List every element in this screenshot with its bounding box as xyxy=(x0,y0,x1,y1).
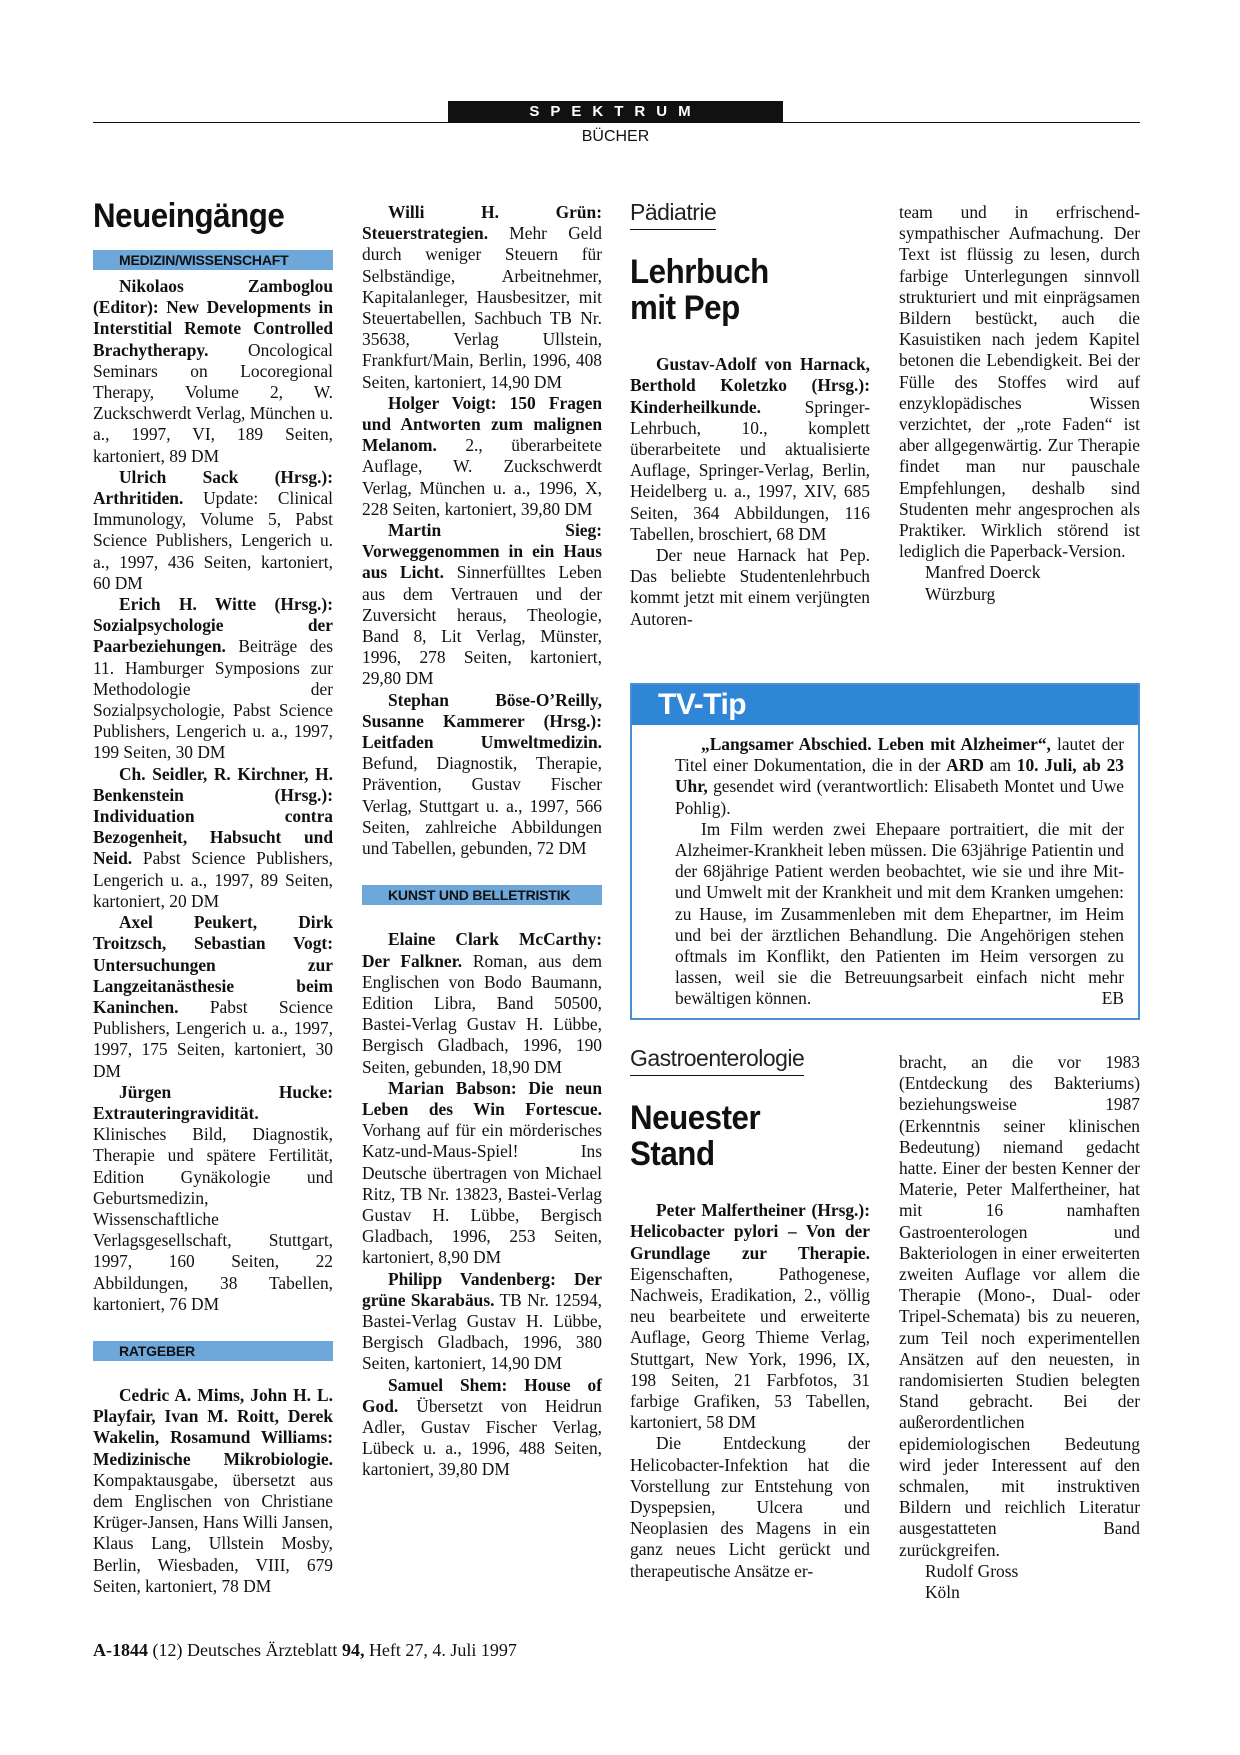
section-subtitle: BÜCHER xyxy=(581,128,650,145)
header-rule xyxy=(93,122,1140,123)
article-body: team und in erfrischend-sympathischer Aufmachung. Der Text ist flüssig zu lesen, durch farbige Unterlegungen sinnvoll strukturiert und mit einprägsamen Bildern bestückt, auch die Kasuistiken nach jedem Kapitel betonen die Lebendigkeit. Bei der Fülle des Stoffes wird auf enzyklopädisches Wissen verzichtet, der „rote Faden“ ist aber allgegenwärtig. Zur Therapie findet man nur pauschale Empfehlungen, deshalb sind Studenten mehr angesprochen als Praktiker. Wirklich störend ist lediglich die Paperback-Version. xyxy=(899,202,1140,562)
page-title: Neueingänge xyxy=(93,197,285,235)
article-title xyxy=(630,1100,851,1172)
page-number: A-1844 xyxy=(93,1640,148,1660)
volume-number: 94, xyxy=(341,1640,365,1660)
book-entry: Ulrich Sack (Hrsg.): Arthritiden. Update: Clinical Immunology, Volume 5, Pabst Science Publishers, Lengerich u. a., 1997, 436 Seiten, kartoniert, 60 DM xyxy=(93,466,333,593)
article-body: Die Entdeckung der Helicobacter-Infektion hat die Vorstellung zur Entstehung von Dyspepsien, Ulcera und Neoplasien des Magens in ein ganz neues Licht gerückt und therapeutische Ansätze er- xyxy=(630,1433,870,1581)
category-kunst: KUNST UND BELLETRISTIK xyxy=(362,885,602,905)
tv-tip-title: TV-Tip xyxy=(632,685,1138,725)
category-ratgeber: RATGEBER xyxy=(93,1341,333,1361)
article-body: Der neue Harnack hat Pep. Das beliebte Studentenlehrbuch kommt jetzt mit einem verjüngten Autoren- xyxy=(630,545,870,629)
column-neueingaenge-2 xyxy=(362,202,602,1481)
book-entry: Samuel Shem: House of God. Übersetzt von Heidrun Adler, Gustav Fischer Verlag, Lübeck u. a., 1996, 488 Seiten, kartoniert, 39,80 DM xyxy=(362,1374,602,1480)
book-entry: Axel Peukert, Dirk Troitzsch, Sebastian Vogt: Untersuchungen zur Langzeitanästhesie beim Kaninchen. Pabst Science Publishers, Lengerich u. a., 1997, 1997, 175 Seiten, kartoniert, 30 DM xyxy=(93,912,333,1081)
book-entry: Holger Voigt: 150 Fragen und Antworten zum malignen Melanom. 2., überarbeitete Auflage, W. Zuckschwerdt Verlag, München u. a., 1996, X, 228 Seiten, kartoniert, 39,80 DM xyxy=(362,392,602,519)
page-footer: A-1844 (12) Deutsches Ärzteblatt 94, Heft 27, 4. Juli 1997 xyxy=(93,1640,517,1660)
tv-tip-text xyxy=(632,725,1138,1010)
book-entry: Martin Sieg: Vorweggenommen in ein Haus aus Licht. Sinnerfülltes Leben aus dem Vertrauen und der Zuversicht heraus, Theologie, Band 8, Lit Verlag, Münster, 1996, 278 Seiten, kartoniert, 29,80 DM xyxy=(362,520,602,689)
article-body: bracht, an die vor 1983 (Entdeckung des Bakteriums) beziehungsweise 1987 (Erkenntnis seiner klinischen Bedeutung) niemand gedacht hatte. Einer der besten Kenner der Materie, Peter Malfertheiner, hat mit 16 namhaften Gastroenterologen und Bakteriologen in einer erweiterten zweiten Auflage vor allem die Therapie (Mono-, Dual- oder Tripel-Schemata) bis zu neueren, zum Teil noch experimentellen Ansätzen auf den neuesten, in randomisierten Studien belegten Stand gebracht. Bei der außerordentlichen epidemiologischen Bedeutung wird jeder Interessent auf den schmalen, mit instruktiven Bildern und reichlich Literatur ausgestatteten Band zurückgreifen. xyxy=(899,1052,1140,1560)
article-paediatrie xyxy=(630,199,870,630)
article-author: Rudolf Gross xyxy=(925,1560,1019,1581)
article-city: Köln xyxy=(925,1582,960,1603)
book-entry: Willi H. Grün: Steuerstrategien. Mehr Geld durch weniger Steuern für Selbständige, Arbeitnehmer, Kapitalanleger, Hausbesitzer, mit Steuertabellen, Sachbuch TB Nr. 35638, Verlag Ullstein, Frankfurt/Main, Berlin, 1996, 408 Seiten, kartoniert, 14,90 DM xyxy=(362,202,602,392)
tv-tip-box xyxy=(630,683,1140,1020)
category-medizin: MEDIZIN/WISSENSCHAFT xyxy=(93,250,333,270)
article-title-line: mit Pep xyxy=(630,289,740,328)
book-entry: Erich H. Witte (Hrsg.): Sozialpsychologie der Paarbeziehungen. Beiträge des 11. Hamburger Symposions zur Methodologie der Sozialpsychologie, Pabst Science Publishers, Lengerich u. a., 1997, 199 Seiten, 30 DM xyxy=(93,594,333,763)
book-reference: Gustav-Adolf von Harnack, Berthold Koletzko (Hrsg.): Kinderheilkunde. Springer-Lehrbuch, 10., komplett überarbeitete und aktualisierte Auflage, Springer-Verlag, Berlin, Heidelberg u. a., 1997, XIV, 685 Seiten, 364 Abbildungen, 116 Tabellen, broschiert, 68 DM xyxy=(630,354,870,544)
article-city: Würzburg xyxy=(925,583,996,604)
book-entry: Nikolaos Zamboglou (Editor): New Developments in Interstitial Remote Controlled Brachytherapy. Oncological Seminars on Locoregional Therapy, Volume 2, W. Zuckschwerdt Verlag, München u. a., 1997, VI, 189 Seiten, kartoniert, 89 DM xyxy=(93,276,333,466)
article-title-line: Lehrbuch xyxy=(630,253,769,292)
entry-list xyxy=(93,276,333,1315)
tv-tip-signature: EB xyxy=(1101,988,1124,1009)
article-gastro-cont xyxy=(899,1052,1140,1603)
article-title-line: Neuester xyxy=(630,1099,761,1138)
tv-tip-paragraph: „Langsamer Abschied. Leben mit Alzheimer“, lautet der Titel einer Dokumentation, die in der ARD am 10. Juli, ab 23 Uhr, gesendet wird (verantwortlich: Elisabeth Montet und Uwe Pohlig). xyxy=(675,734,1124,818)
tv-tip-paragraph: Im Film werden zwei Ehepaare portraitiert, die mit der Alzheimer-Krankheit leben müssen. Die 63jährige Patientin und der 68jährige Patient werden beobachtet, wie sie und ihre Mit- und Umwelt mit der Krankheit und mit dem Kranken umgehen: zu Hause, im Zusammenleben mit dem Ehepartner, im Heim und bei der ärztlichen Behandlung. Die Angehörigen stehen oftmals im Konflikt, den Patienten im Heim versorgen zu lassen, weil sie die Betreuungsarbeit einfach nicht mehr bewältigen können. EB xyxy=(675,818,1124,1009)
book-entry: Stephan Böse-O’Reilly, Susanne Kammerer (Hrsg.): Leitfaden Umweltmedizin. Befund, Diagnostik, Therapie, Prävention, Gustav Fischer Verlag, Stuttgart u. a., 1997, 566 Seiten, zahlreiche Abbildungen und Tabellen, gebunden, 72 DM xyxy=(362,689,602,859)
article-kicker: Gastroenterologie xyxy=(630,1048,804,1076)
book-entry: Jürgen Hucke: Extrauteringravidität. Klinisches Bild, Diagnostik, Therapie und spätere Fertilität, Edition Gynäkologie und Geburtsmedizin, Wissenschaftliche Verlagsgesellschaft, Stuttgart, 1997, 160 Seiten, 22 Abbildungen, 38 Tabellen, kartoniert, 76 DM xyxy=(93,1081,333,1314)
article-paediatrie-cont xyxy=(899,202,1140,605)
column-neueingaenge xyxy=(93,198,333,1597)
book-entry: Philipp Vandenberg: Der grüne Skarabäus. TB Nr. 12594, Bastei-Verlag Gustav H. Lübbe, Bergisch Gladbach, 1996, 380 Seiten, kartoniert, 14,90 DM xyxy=(362,1268,603,1374)
book-entry: Elaine Clark McCarthy: Der Falkner. Roman, aus dem Englischen von Bodo Baumann, Edition Libra, Band 50500, Bastei-Verlag Gustav H. Lübbe, Bergisch Gladbach, 1996, 190 Seiten, gebunden, 18,90 DM xyxy=(362,929,603,1077)
article-gastro xyxy=(630,1045,870,1582)
article-kicker: Pädiatrie xyxy=(630,202,716,230)
book-reference: Peter Malfertheiner (Hrsg.): Helicobacter pylori – Von der Grundlage zur Therapie. Eigenschaften, Pathogenese, Nachweis, Eradikation, 2., völlig neu bearbeitete und erweiterte Auflage, Georg Thieme Verlag, Stuttgart, New York, 1996, IX, 198 Seiten, 21 Farbfotos, 31 farbige Grafiken, 53 Tabellen, kartoniert, 58 DM xyxy=(630,1200,870,1433)
article-title-line: Stand xyxy=(630,1135,715,1174)
book-entry: Marian Babson: Die neun Leben des Win Fortescue. Vorhang auf für ein mörderisches Katz-und-Maus-Spiel! Ins Deutsche übertragen von Michael Ritz, TB Nr. 13823, Bastei-Verlag Gustav H. Lübbe, Bergisch Gladbach, 1996, 253 Seiten, kartoniert, 8,90 DM xyxy=(362,1077,602,1268)
article-author: Manfred Doerck xyxy=(925,562,1041,583)
book-entry: Ch. Seidler, R. Kirchner, H. Benkenstein (Hrsg.): Individuation contra Bezogenheit, Habsucht und Neid. Pabst Science Publishers, Lengerich u. a., 1997, 89 Seiten, kartoniert, 20 DM xyxy=(93,763,333,911)
book-entry: Cedric A. Mims, John H. L. Playfair, Ivan M. Roitt, Derek Wakelin, Rosamund Williams: Medizinische Mikrobiologie. Kompaktausgabe, übersetzt aus dem Englischen von Christiane Krüger-Jansen, Hans Willi Jansen, Klaus Lang, Ullstein Mosby, Berlin, Wiesbaden, VIII, 679 Seiten, kartoniert, 78 DM xyxy=(93,1384,333,1596)
section-banner: SPEKTRUM xyxy=(448,101,783,123)
article-title xyxy=(630,254,851,326)
